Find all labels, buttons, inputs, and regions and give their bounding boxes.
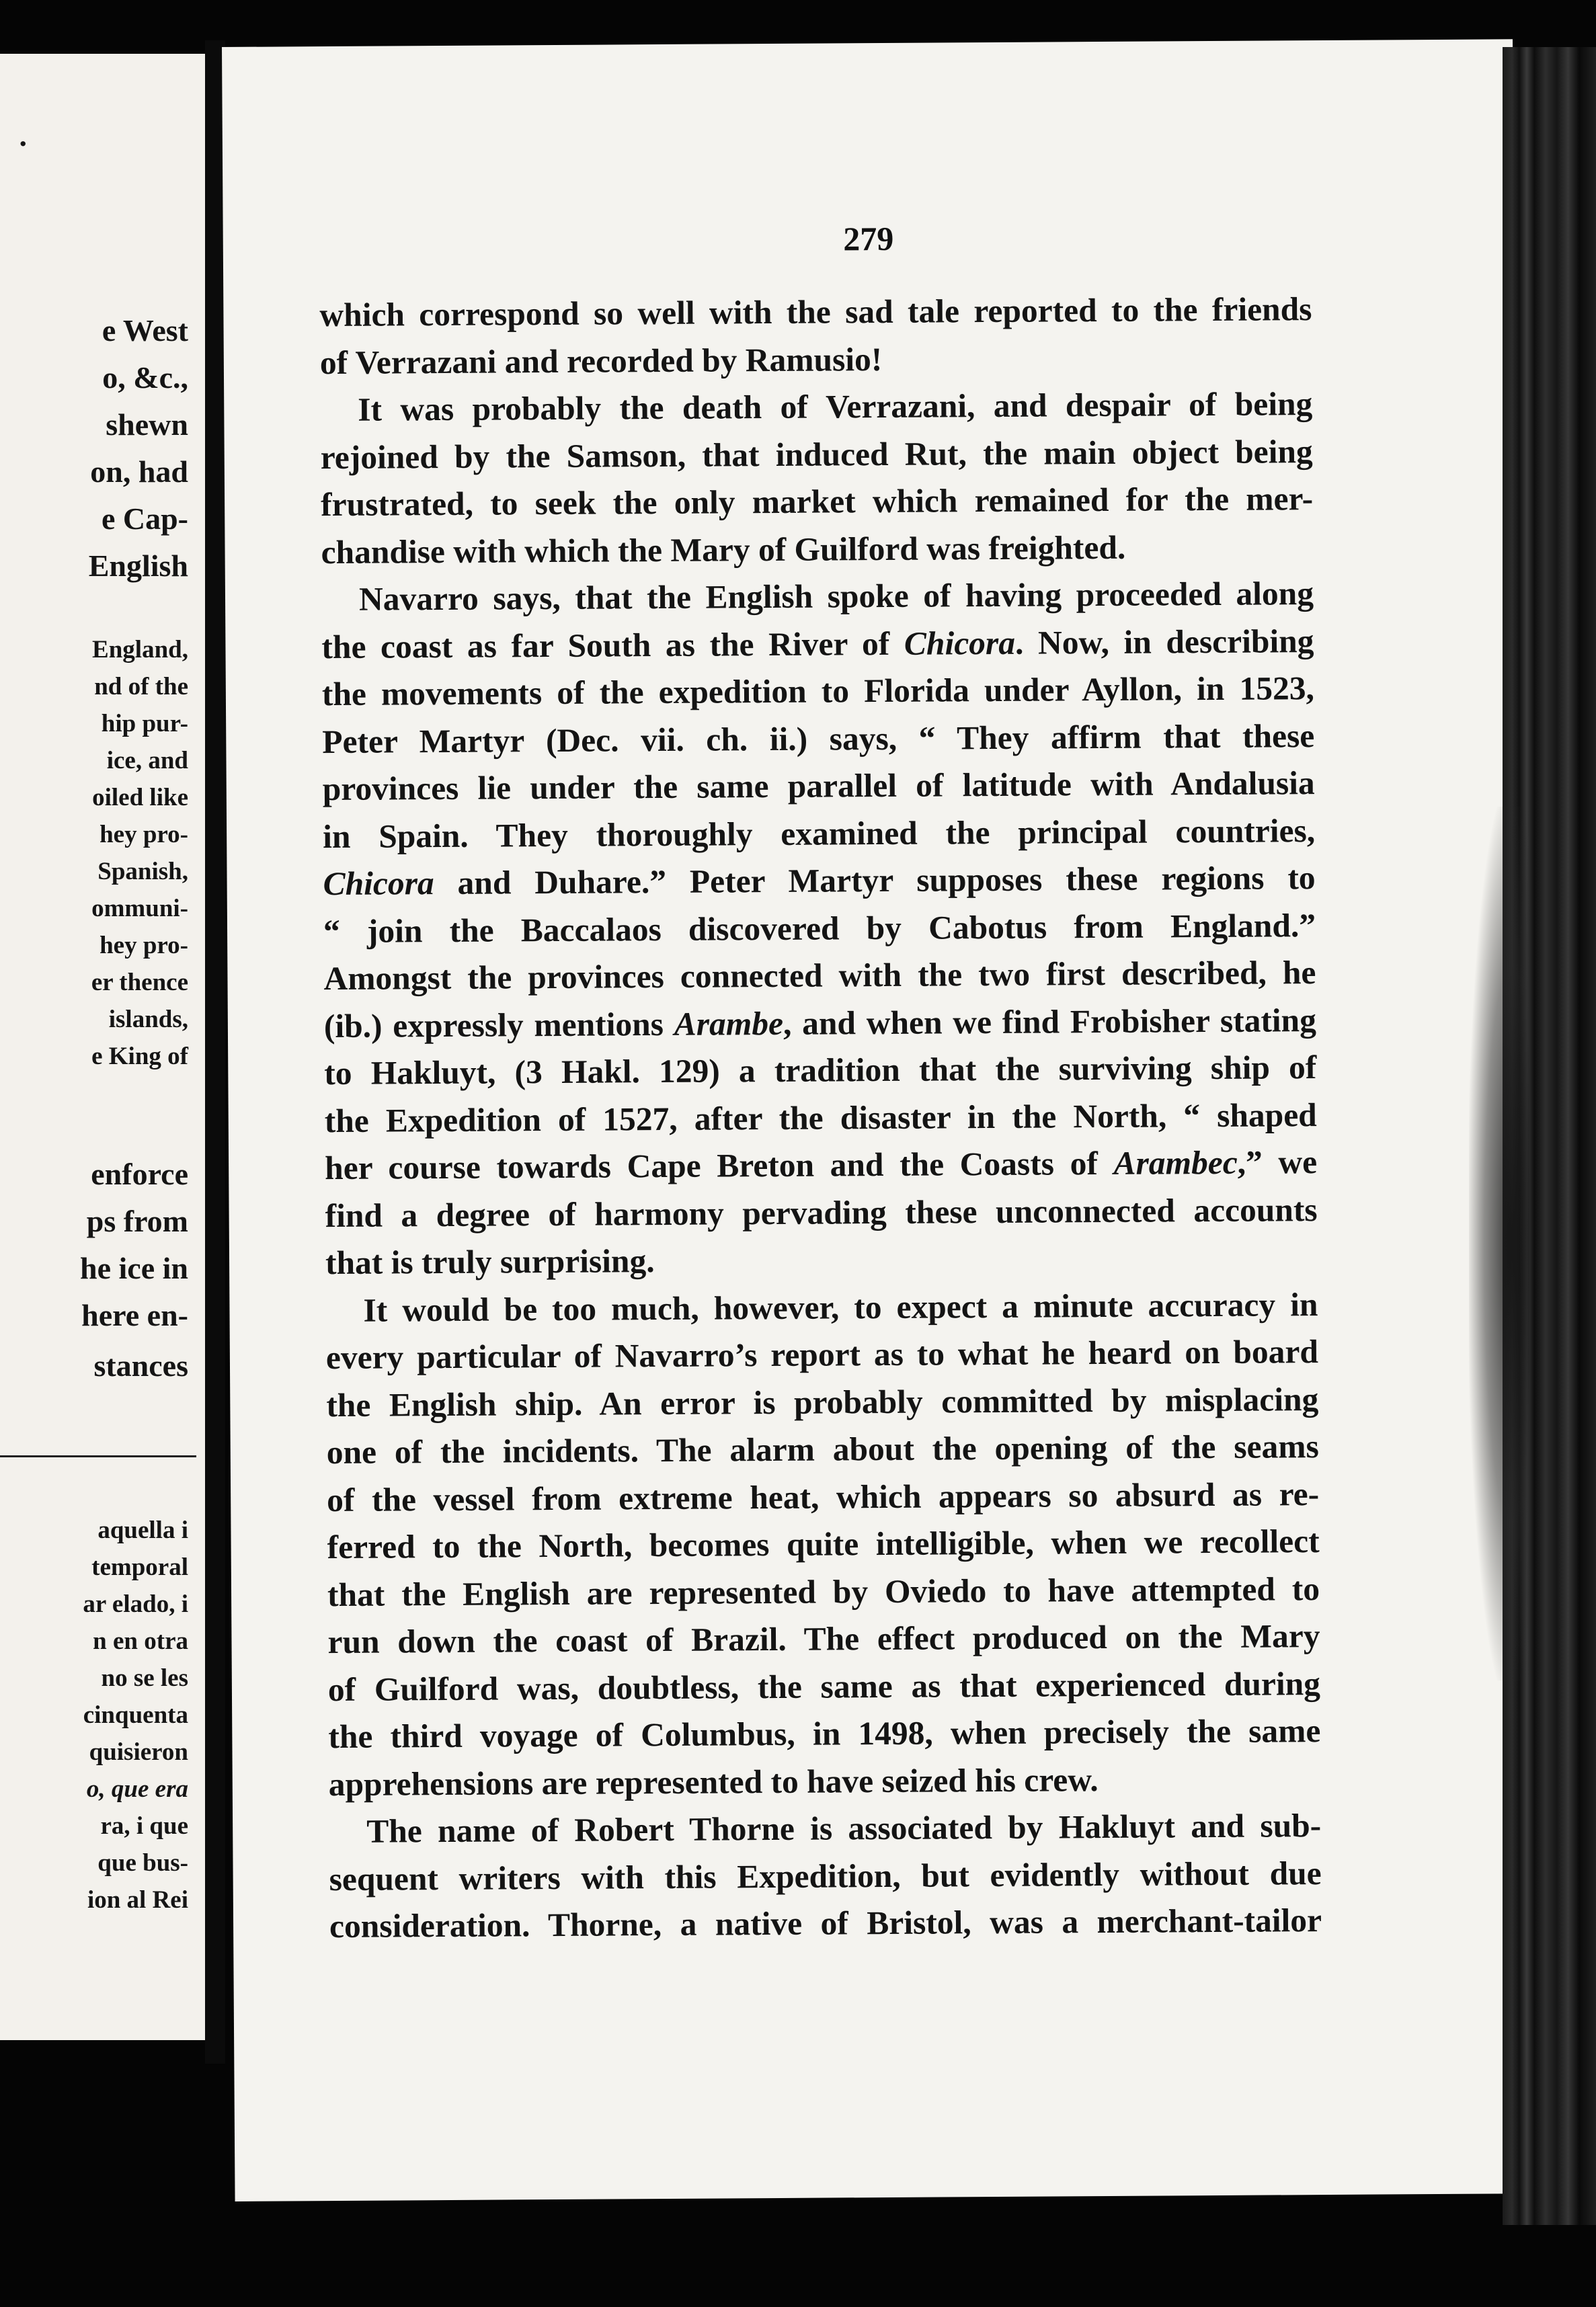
left-page-fragment: on, had	[90, 454, 188, 489]
text-line: the third voyage of Columbus, in 1498, when precisely the same	[328, 1712, 1321, 1756]
text-line: provinces lie under the same parallel of latitude with Andalusia	[322, 764, 1315, 808]
left-page-fragment: oiled like	[92, 784, 188, 811]
left-page-fragment: he ice in	[80, 1251, 188, 1285]
left-page-fragment: o, &c.,	[102, 360, 188, 395]
text-line: “ join the Baccalaos discovered by Cabotus from England.”	[323, 906, 1316, 950]
text-line: the movements of the expedition to Florida under Ayllon, in 1523,	[321, 670, 1315, 713]
main-page	[222, 39, 1526, 2201]
left-page-fragment: aquella i	[97, 1516, 188, 1544]
left-page-fragment: quisieron	[89, 1738, 188, 1766]
left-page-fragment: e West	[102, 313, 188, 348]
left-page-fragment: o, que era	[86, 1775, 188, 1803]
text-line: that is truly surprising.	[325, 1242, 655, 1282]
text-line: find a degree of harmony pervading these unconnected accounts	[325, 1190, 1318, 1234]
left-page-fragment: hip pur-	[101, 710, 188, 737]
text-line: sequent writers with this Expedition, but evidently without due	[329, 1854, 1322, 1898]
left-page-fragment: ra, i que	[100, 1812, 188, 1840]
text-line: Navarro says, that the English spoke of having proceeded along	[358, 575, 1314, 618]
text-line: (ib.) expressly mentions Arambe, and when we find Frobisher stating	[323, 1001, 1317, 1045]
left-page-fragment: ommuni-	[91, 895, 188, 922]
left-page-fragment: er thence	[91, 969, 188, 996]
left-page-fragment: shewn	[106, 407, 188, 442]
left-page-fragment: e Cap-	[101, 501, 188, 536]
left-page-fragment: ps from	[86, 1204, 188, 1238]
text-line: rejoined by the Samson, that induced Rut, the main object being	[320, 432, 1313, 476]
text-line: one of the incidents. The alarm about the opening of the seams	[326, 1428, 1319, 1471]
left-page-fragment: que bus-	[97, 1849, 188, 1877]
left-page-fragment: .	[19, 118, 27, 153]
text-line: to Hakluyt, (3 Hakl. 129) a tradition that the surviving ship of	[324, 1049, 1317, 1092]
left-page-fragment: hey pro-	[99, 932, 188, 959]
left-facing-page	[0, 54, 208, 2040]
left-page-fragment: ion al Rei	[87, 1886, 188, 1914]
text-line: of Guilford was, doubtless, the same as that experienced during	[327, 1664, 1321, 1708]
left-page-fragment: English	[88, 549, 188, 583]
left-page-fragment: ice, and	[106, 747, 188, 774]
text-line: of the vessel from extreme heat, which appears so absurd as re-	[327, 1475, 1320, 1519]
left-page-fragment: here en-	[81, 1298, 188, 1332]
body-text	[319, 286, 1322, 1950]
text-line: that the English are represented by Oviedo to have attempted to	[327, 1570, 1320, 1613]
left-page-fragment: no se les	[101, 1664, 188, 1692]
text-line: her course towards Cape Breton and the Coasts of Arambec,” we	[325, 1143, 1318, 1187]
page-edge-shadow	[1469, 807, 1529, 1681]
left-page-fragment: e King of	[91, 1043, 188, 1070]
text-line: It was probably the death of Verrazani, and despair of being	[358, 385, 1313, 428]
left-page-fragment: nd of the	[94, 673, 188, 700]
text-line: ferred to the North, becomes quite intelligible, when we recollect	[327, 1523, 1320, 1566]
text-line: of Verrazani and recorded by Ramusio!	[319, 340, 883, 381]
left-page-fragment: temporal	[91, 1553, 188, 1581]
text-line: Peter Martyr (Dec. vii. ch. ii.) says, “ They affirm that these	[322, 717, 1315, 760]
text-line: in Spain. They thoroughly examined the principal countries,	[323, 811, 1316, 855]
text-line: chandise with which the Mary of Guilford was freighted.	[321, 528, 1126, 571]
text-line: Chicora and Duhare.” Peter Martyr supposes these regions to	[323, 859, 1316, 903]
text-line: consideration. Thorne, a native of Bristol, was a merchant-tailor	[329, 1902, 1322, 1945]
text-line: Amongst the provinces connected with the two first described, he	[323, 954, 1316, 998]
text-line: It would be too much, however, to expect a minute accuracy in	[363, 1285, 1318, 1329]
page-number: 279	[843, 219, 894, 258]
left-page-fragment: islands,	[108, 1006, 188, 1033]
left-page-fragment: cinquenta	[83, 1701, 188, 1729]
text-line: the coast as far South as the River of Chicora. Now, in describing	[321, 622, 1314, 665]
left-page-fragment: England,	[92, 636, 188, 663]
left-page-fragment: hey pro-	[99, 821, 188, 848]
text-line: run down the coast of Brazil. The effect produced on the Mary	[327, 1617, 1320, 1661]
left-page-fragment: n en otra	[93, 1627, 188, 1655]
text-line: every particular of Navarro’s report as to what he heard on board	[325, 1333, 1319, 1377]
text-line: which correspond so well with the sad tale reported to the friends	[319, 290, 1312, 334]
left-page-fragment: Spanish,	[97, 858, 188, 885]
left-page-fragment: ar elado, i	[83, 1590, 188, 1618]
text-line: the Expedition of 1527, after the disaster in the North, “ shaped	[324, 1096, 1317, 1139]
text-line: The name of Robert Thorne is associated by Hakluyt and sub-	[366, 1807, 1322, 1850]
book-gutter	[205, 40, 225, 2064]
footnote-rule	[0, 1455, 196, 1457]
text-line: frustrated, to seek the only market which remained for the mer-	[320, 480, 1314, 524]
text-line: apprehensions are represented to have seized his crew.	[328, 1760, 1099, 1803]
left-page-fragment: stances	[93, 1348, 188, 1383]
text-line: the English ship. An error is probably committed by misplacing	[326, 1380, 1319, 1424]
left-page-fragment: enforce	[91, 1157, 188, 1191]
